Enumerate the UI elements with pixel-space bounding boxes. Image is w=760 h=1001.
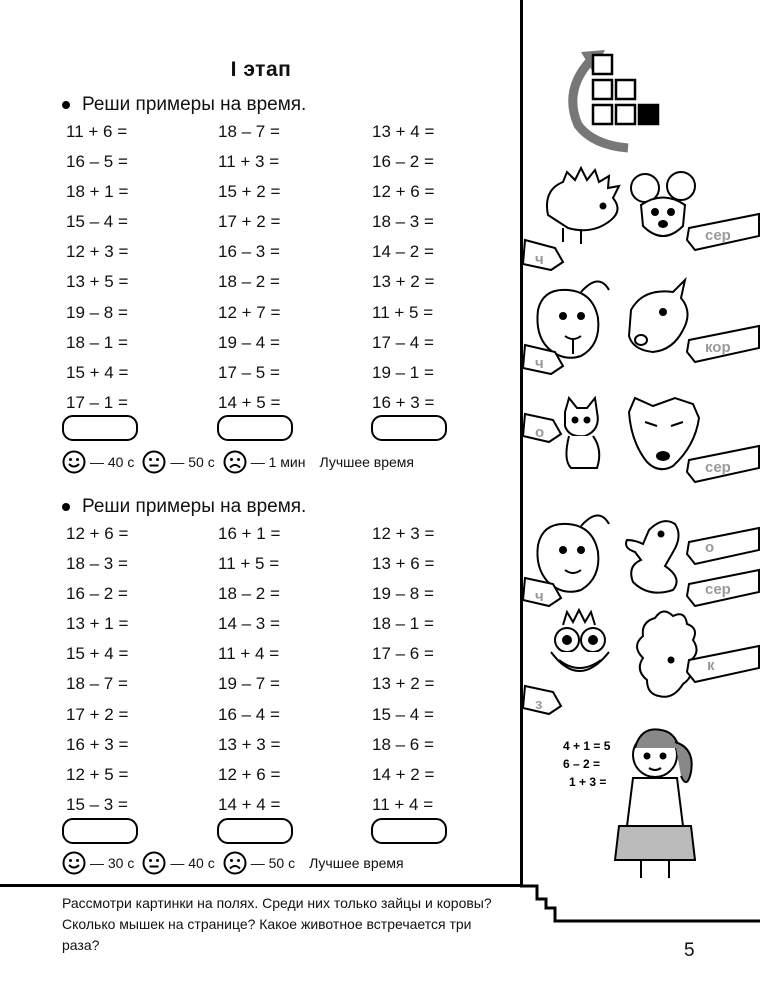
math-example: 18 – 7 = — [66, 674, 128, 694]
math-example: 13 + 2 = — [372, 272, 435, 292]
cow-icon — [629, 280, 688, 352]
example-row — [66, 735, 506, 765]
example-row — [66, 554, 506, 584]
math-example: 11 + 5 = — [218, 554, 280, 574]
svg-text:о: о — [705, 539, 715, 556]
neutral-time: — 40 с — [170, 855, 215, 871]
math-example: 19 – 4 = — [218, 332, 280, 352]
margin-illustrations — [523, 0, 760, 880]
math-example: 13 + 1 = — [66, 614, 129, 634]
example-row — [66, 674, 506, 704]
sad-time: — 50 с — [250, 855, 296, 871]
math-example: 17 + 2 = — [218, 212, 281, 232]
math-example: 15 + 4 = — [66, 362, 129, 382]
math-example: 12 + 7 = — [218, 302, 281, 322]
task-text-2: Реши примеры на время. — [82, 496, 307, 517]
math-example: 18 – 1 = — [372, 614, 434, 634]
math-example: 11 + 4 = — [372, 794, 434, 814]
task-instruction-2 — [62, 496, 306, 518]
svg-text:кор: кор — [705, 339, 731, 356]
time-answer-box[interactable] — [217, 818, 293, 844]
math-example: 15 – 4 = — [66, 212, 128, 232]
pencil-tag — [523, 686, 561, 714]
math-example: 11 + 3 = — [218, 152, 280, 172]
math-example: 12 + 5 = — [66, 764, 129, 784]
bottom-divider — [0, 884, 522, 887]
timing-legend-1 — [62, 450, 414, 474]
math-example: 16 – 2 = — [66, 584, 128, 604]
rooster-icon — [637, 611, 697, 696]
bullet-icon — [62, 101, 70, 109]
pencil-tag — [687, 326, 759, 362]
svg-text:сер: сер — [705, 227, 731, 244]
happy-face-icon — [62, 450, 86, 474]
example-row — [66, 333, 506, 363]
neutral-face-icon — [142, 851, 166, 875]
math-example: 18 – 6 = — [372, 734, 434, 754]
neutral-time: — 50 с — [170, 454, 215, 470]
math-example: 15 + 4 = — [66, 644, 129, 664]
svg-text:з: з — [535, 696, 543, 713]
math-example: 16 – 2 = — [372, 152, 434, 172]
math-example: 12 + 6 = — [66, 524, 129, 543]
sad-time: — 1 мин — [250, 454, 306, 470]
math-example: 13 + 5 = — [66, 272, 129, 292]
math-example: 17 – 4 = — [372, 332, 434, 352]
svg-text:сер: сер — [705, 581, 731, 598]
math-example: 19 – 7 = — [218, 674, 280, 694]
math-example: 16 – 3 = — [218, 242, 280, 262]
wolf-icon — [629, 398, 699, 469]
math-example: 13 + 6 = — [372, 554, 435, 574]
sad-face-icon — [223, 450, 247, 474]
math-example: 16 + 1 = — [218, 524, 281, 543]
math-example: 14 + 2 = — [372, 764, 435, 784]
example-row — [66, 242, 506, 272]
task-text-1: Реши примеры на время. — [82, 94, 307, 115]
math-example: 14 – 3 = — [218, 614, 280, 634]
math-example: 18 + 1 = — [66, 182, 129, 202]
example-row — [66, 152, 506, 182]
svg-text:1 + 3 =: 1 + 3 = — [569, 775, 607, 789]
example-row — [66, 363, 506, 393]
time-answer-box[interactable] — [62, 818, 138, 844]
time-answer-box[interactable] — [217, 415, 293, 441]
best-time-label: Лучшее время — [309, 855, 404, 871]
examples-grid-1 — [66, 122, 506, 423]
math-example: 11 + 4 = — [218, 644, 280, 664]
examples-grid-2 — [66, 524, 506, 825]
pencil-tag — [523, 414, 561, 442]
math-example: 18 – 3 = — [372, 212, 434, 232]
example-row — [66, 303, 506, 333]
svg-text:ч: ч — [535, 251, 544, 268]
svg-text:ч: ч — [535, 355, 544, 372]
duck-icon — [626, 521, 679, 593]
pencil-tag — [687, 646, 759, 682]
math-example: 18 – 7 = — [218, 122, 280, 141]
math-example: 14 + 4 = — [218, 794, 281, 814]
math-example: 19 – 1 = — [372, 362, 434, 382]
math-example: 12 + 3 = — [66, 242, 129, 262]
math-example: 19 – 8 = — [66, 302, 128, 322]
math-example: 16 + 3 = — [66, 734, 129, 754]
time-answer-box[interactable] — [62, 415, 138, 441]
math-example: 18 – 3 = — [66, 554, 128, 574]
math-example: 14 – 2 = — [372, 242, 434, 262]
svg-text:ч: ч — [535, 588, 544, 605]
example-row — [66, 212, 506, 242]
svg-text:6 – 2 =: 6 – 2 = — [563, 757, 601, 771]
picture-question: Рассмотри картинки на полях. Среди них только зайцы и коровы? Сколько мышек на странице? Какое животное встречается три раза? — [62, 895, 492, 953]
math-example: 12 + 6 = — [372, 182, 435, 202]
math-example: 18 – 2 = — [218, 272, 280, 292]
example-row — [66, 524, 506, 554]
page-heading: I этап — [230, 58, 292, 81]
pencil-tag — [687, 570, 759, 606]
math-example: 11 + 5 = — [372, 302, 434, 322]
math-example: 13 + 3 = — [218, 734, 281, 754]
example-row — [66, 765, 506, 795]
math-example: 16 – 4 = — [218, 704, 280, 724]
svg-text:к: к — [707, 657, 715, 674]
example-row — [66, 272, 506, 302]
math-example: 15 – 4 = — [372, 704, 434, 724]
svg-text:4 + 1 = 5: 4 + 1 = 5 — [563, 739, 611, 753]
dog-icon — [537, 515, 609, 591]
example-row — [66, 122, 506, 152]
math-board — [563, 739, 611, 789]
time-answer-box[interactable] — [371, 818, 447, 844]
girl-icon — [615, 729, 695, 878]
neutral-face-icon — [142, 450, 166, 474]
example-row — [66, 705, 506, 735]
math-example: 15 – 3 = — [66, 794, 128, 814]
math-example: 13 + 4 = — [372, 122, 435, 141]
example-row — [66, 614, 506, 644]
page-number: 5 — [684, 940, 695, 961]
hedgehog-icon — [547, 168, 619, 244]
tetris-arrow-icon — [573, 50, 658, 148]
timing-legend-2 — [62, 851, 404, 875]
task-instruction-1 — [62, 94, 306, 116]
math-example: 17 + 2 = — [66, 704, 129, 724]
pencil-tag — [523, 240, 563, 270]
math-example: 18 – 2 = — [218, 584, 280, 604]
kitten-icon — [565, 398, 599, 468]
best-time-label: Лучшее время — [319, 454, 415, 470]
stair-divider — [515, 875, 760, 935]
math-example: 12 + 6 = — [218, 764, 281, 784]
math-example: 12 + 3 = — [372, 524, 435, 543]
pencil-tag — [687, 214, 759, 250]
example-row — [66, 584, 506, 614]
svg-text:о: о — [535, 424, 545, 441]
time-answer-box[interactable] — [371, 415, 447, 441]
example-row — [66, 182, 506, 212]
math-example: 16 – 5 = — [66, 152, 128, 172]
pencil-tag — [687, 446, 759, 482]
happy-face-icon — [62, 851, 86, 875]
svg-text:сер: сер — [705, 459, 731, 476]
happy-time: — 30 с — [90, 855, 135, 871]
frog-icon — [551, 610, 609, 671]
math-example: 19 – 8 = — [372, 584, 434, 604]
math-example: 16 + 3 = — [372, 392, 435, 412]
math-example: 17 – 6 = — [372, 644, 434, 664]
sad-face-icon — [223, 851, 247, 875]
math-example: 14 + 5 = — [218, 392, 281, 412]
dog-icon — [537, 281, 609, 357]
example-row — [66, 644, 506, 674]
math-example: 18 – 1 = — [66, 332, 128, 352]
math-example: 17 – 5 = — [218, 362, 280, 382]
mouse-icon — [631, 172, 695, 236]
math-example: 11 + 6 = — [66, 122, 128, 141]
math-example: 17 – 1 = — [66, 392, 128, 412]
bullet-icon — [62, 503, 70, 511]
math-example: 15 + 2 = — [218, 182, 281, 202]
pencil-tag — [687, 528, 759, 564]
math-example: 13 + 2 = — [372, 674, 435, 694]
happy-time: — 40 с — [90, 454, 135, 470]
